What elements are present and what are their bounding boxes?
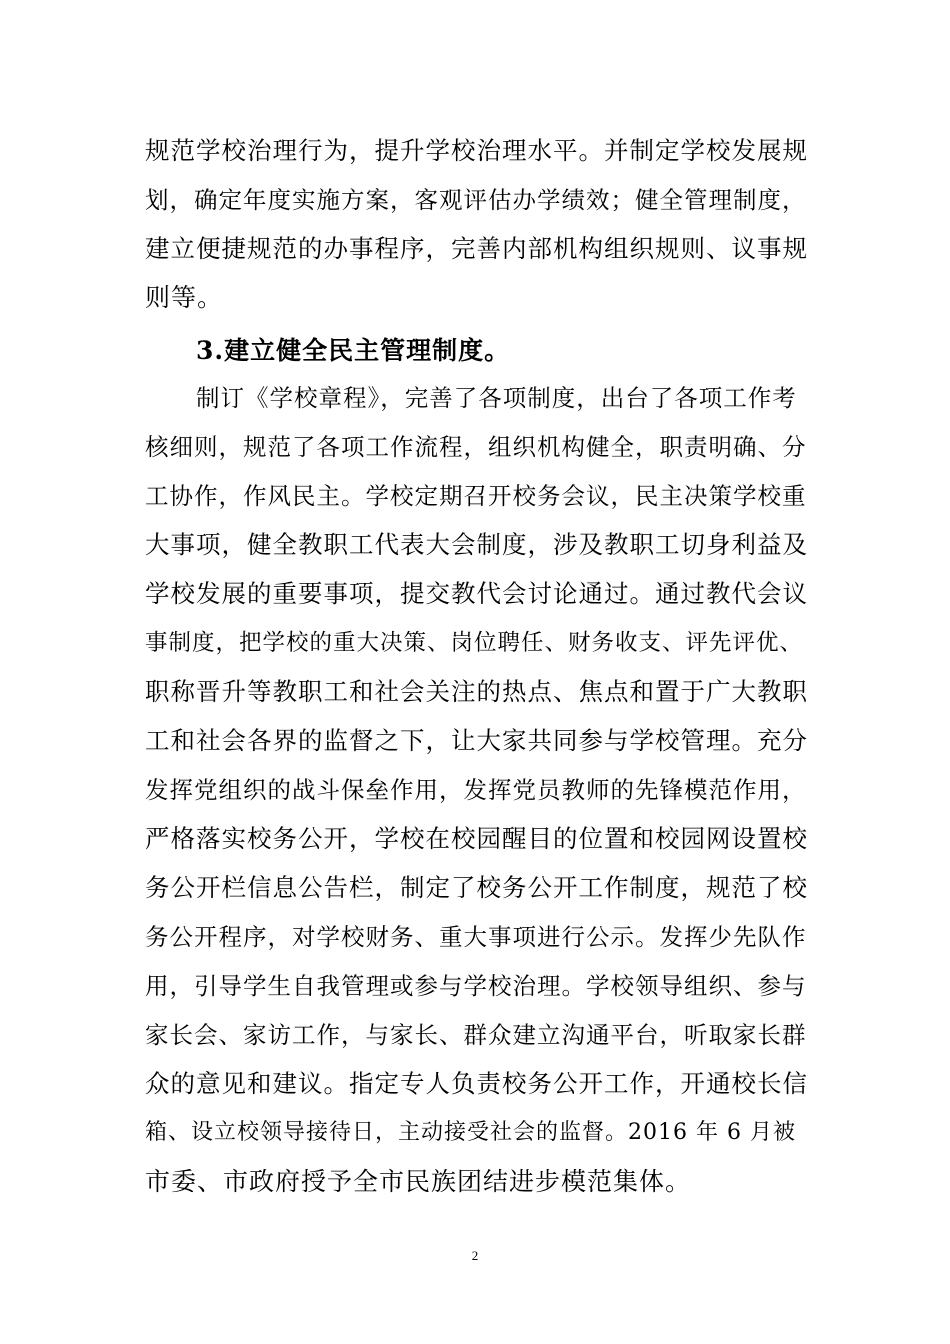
page-number: 2 [471, 1248, 479, 1263]
paragraph-2-line-1: 制订《学校章程》，完善了各项制度，出台了各项工作考 [196, 384, 797, 412]
paragraph-2-line-14: 家长会、家访工作，与家长、群众建立沟通平台，听取家长群 [145, 1021, 807, 1049]
paragraph-2-line-5: 学校发展的重要事项，提交教代会讨论通过。通过教代会议 [145, 579, 808, 608]
paragraph-2-line-16: 箱、设立校领导接待日，主动接受社会的监督。2016 年 6 月被 [145, 1120, 796, 1145]
paragraph-1-line-2: 划，确定年度实施方案，客观评估办学绩效；健全管理制度， [145, 186, 807, 214]
paragraph-1-line-1: 规范学校治理行为，提升学校治理水平。并制定学校发展规 [145, 136, 808, 165]
paragraph-2-line-7: 职称晋升等教职工和社会关注的热点、焦点和置于广大教职 [145, 677, 808, 706]
paragraph-2-line-2: 核细则，规范了各项工作流程，组织机构健全，职责明确、分 [145, 433, 807, 461]
paragraph-2-line-9: 发挥党组织的战斗保垒作用，发挥党员教师的先锋模范作用， [145, 776, 807, 804]
paragraph-2-line-3: 工协作，作风民主。学校定期召开校务会议，民主决策学校重 [145, 482, 807, 510]
paragraph-2-line-13: 用，引导学生自我管理或参与学校治理。学校领导组织、参与 [145, 972, 807, 1000]
paragraph-2-line-10: 严格落实校务公开，学校在校园醒目的位置和校园网设置校 [145, 824, 808, 853]
paragraph-2-line-17: 市委、市政府授予全市民族团结进步模范集体。 [145, 1167, 692, 1196]
paragraph-2-line-15: 众的意见和建议。指定专人负责校务公开工作，开通校长信 [145, 1069, 808, 1098]
paragraph-2-line-6: 事制度，把学校的重大决策、岗位聘任、财务收支、评先评优、 [145, 630, 804, 656]
section-heading: 3.建立健全民主管理制度。 [196, 336, 511, 365]
paragraph-2-line-12: 务公开程序，对学校财务、重大事项进行公示。发挥少先队作 [145, 923, 807, 951]
paragraph-1-line-3: 建立便捷规范的办事程序，完善内部机构组织规则、议事规 [145, 234, 808, 263]
paragraph-2-line-4: 大事项，健全教职工代表大会制度，涉及教职工切身利益及 [145, 530, 808, 559]
paragraph-1-line-4: 则等。 [145, 283, 224, 312]
paragraph-2-line-8: 工和社会各界的监督之下，让大家共同参与学校管理。充分 [145, 726, 808, 755]
paragraph-2-line-11: 务公开栏信息公告栏，制定了校务公开工作制度，规范了校 [145, 873, 808, 902]
